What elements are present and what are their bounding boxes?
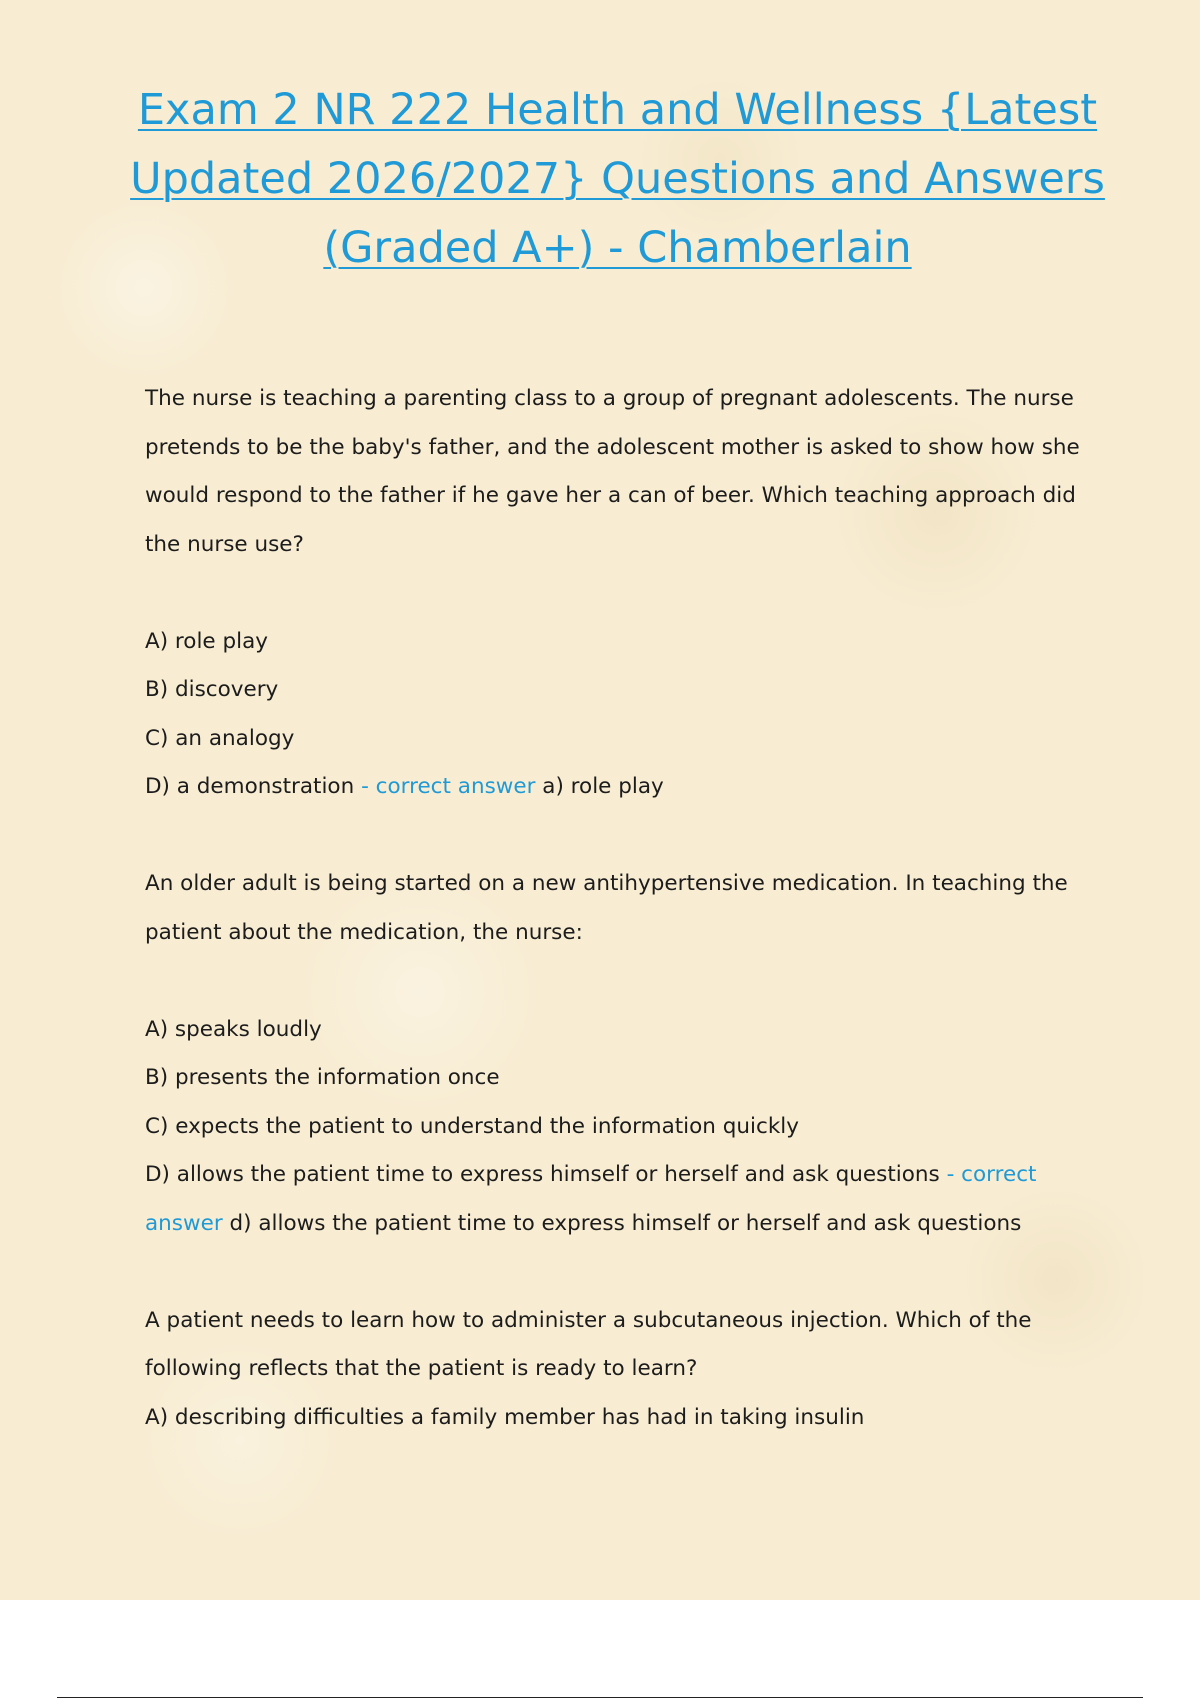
question-stem: A patient needs to learn how to administer a subcutaneous injection. Which of the following reflects that the patient is ready to learn? xyxy=(145,1307,1032,1381)
answer-option-text: D) allows the patient time to express himself or herself and ask questions xyxy=(145,1162,940,1187)
answer-option: A) role play xyxy=(145,628,269,654)
question-item xyxy=(145,1297,1105,1443)
answer-option: C) expects the patient to understand the information quickly xyxy=(145,1113,799,1139)
answer-option-with-answer xyxy=(145,763,1105,812)
document-title: Exam 2 NR 222 Health and Wellness {Latest Updated 2026/2027} Questions and Answers (Graded A+) - Chamberlain xyxy=(130,85,1105,273)
answer-option: A) describing difficulties a family member has had in taking insulin xyxy=(145,1404,865,1430)
answer-option: C) an analogy xyxy=(145,725,295,751)
question-item xyxy=(145,375,1105,812)
correct-answer: d) allows the patient time to express himself or herself and ask questions xyxy=(229,1210,1022,1236)
answer-option: B) presents the information once xyxy=(145,1065,500,1090)
correct-answer-marker: - correct answer xyxy=(361,774,536,799)
correct-answer: a) role play xyxy=(542,774,664,799)
question-stem: The nurse is teaching a parenting class to a group of pregnant adolescents. The nurse pretends to be the baby's father, and the adolescent mother is asked to show how she would respond to the father if he gave her a can of beer. Which teaching approach did the nurse use? xyxy=(145,386,1080,557)
question-stem: An older adult is being started on a new antihypertensive medication. In teaching the patient about the medication, the nurse: xyxy=(145,871,1068,945)
answer-option: A) speaks loudly xyxy=(145,1016,322,1042)
answer-option-text: D) a demonstration xyxy=(145,774,355,799)
footer-divider xyxy=(57,1697,1143,1698)
question-list xyxy=(145,375,1105,1442)
answer-option-with-answer xyxy=(145,1151,1105,1248)
correct-answer-marker: - correct answer xyxy=(145,1162,1037,1236)
answer-option: B) discovery xyxy=(145,677,279,702)
question-item xyxy=(145,860,1105,1248)
